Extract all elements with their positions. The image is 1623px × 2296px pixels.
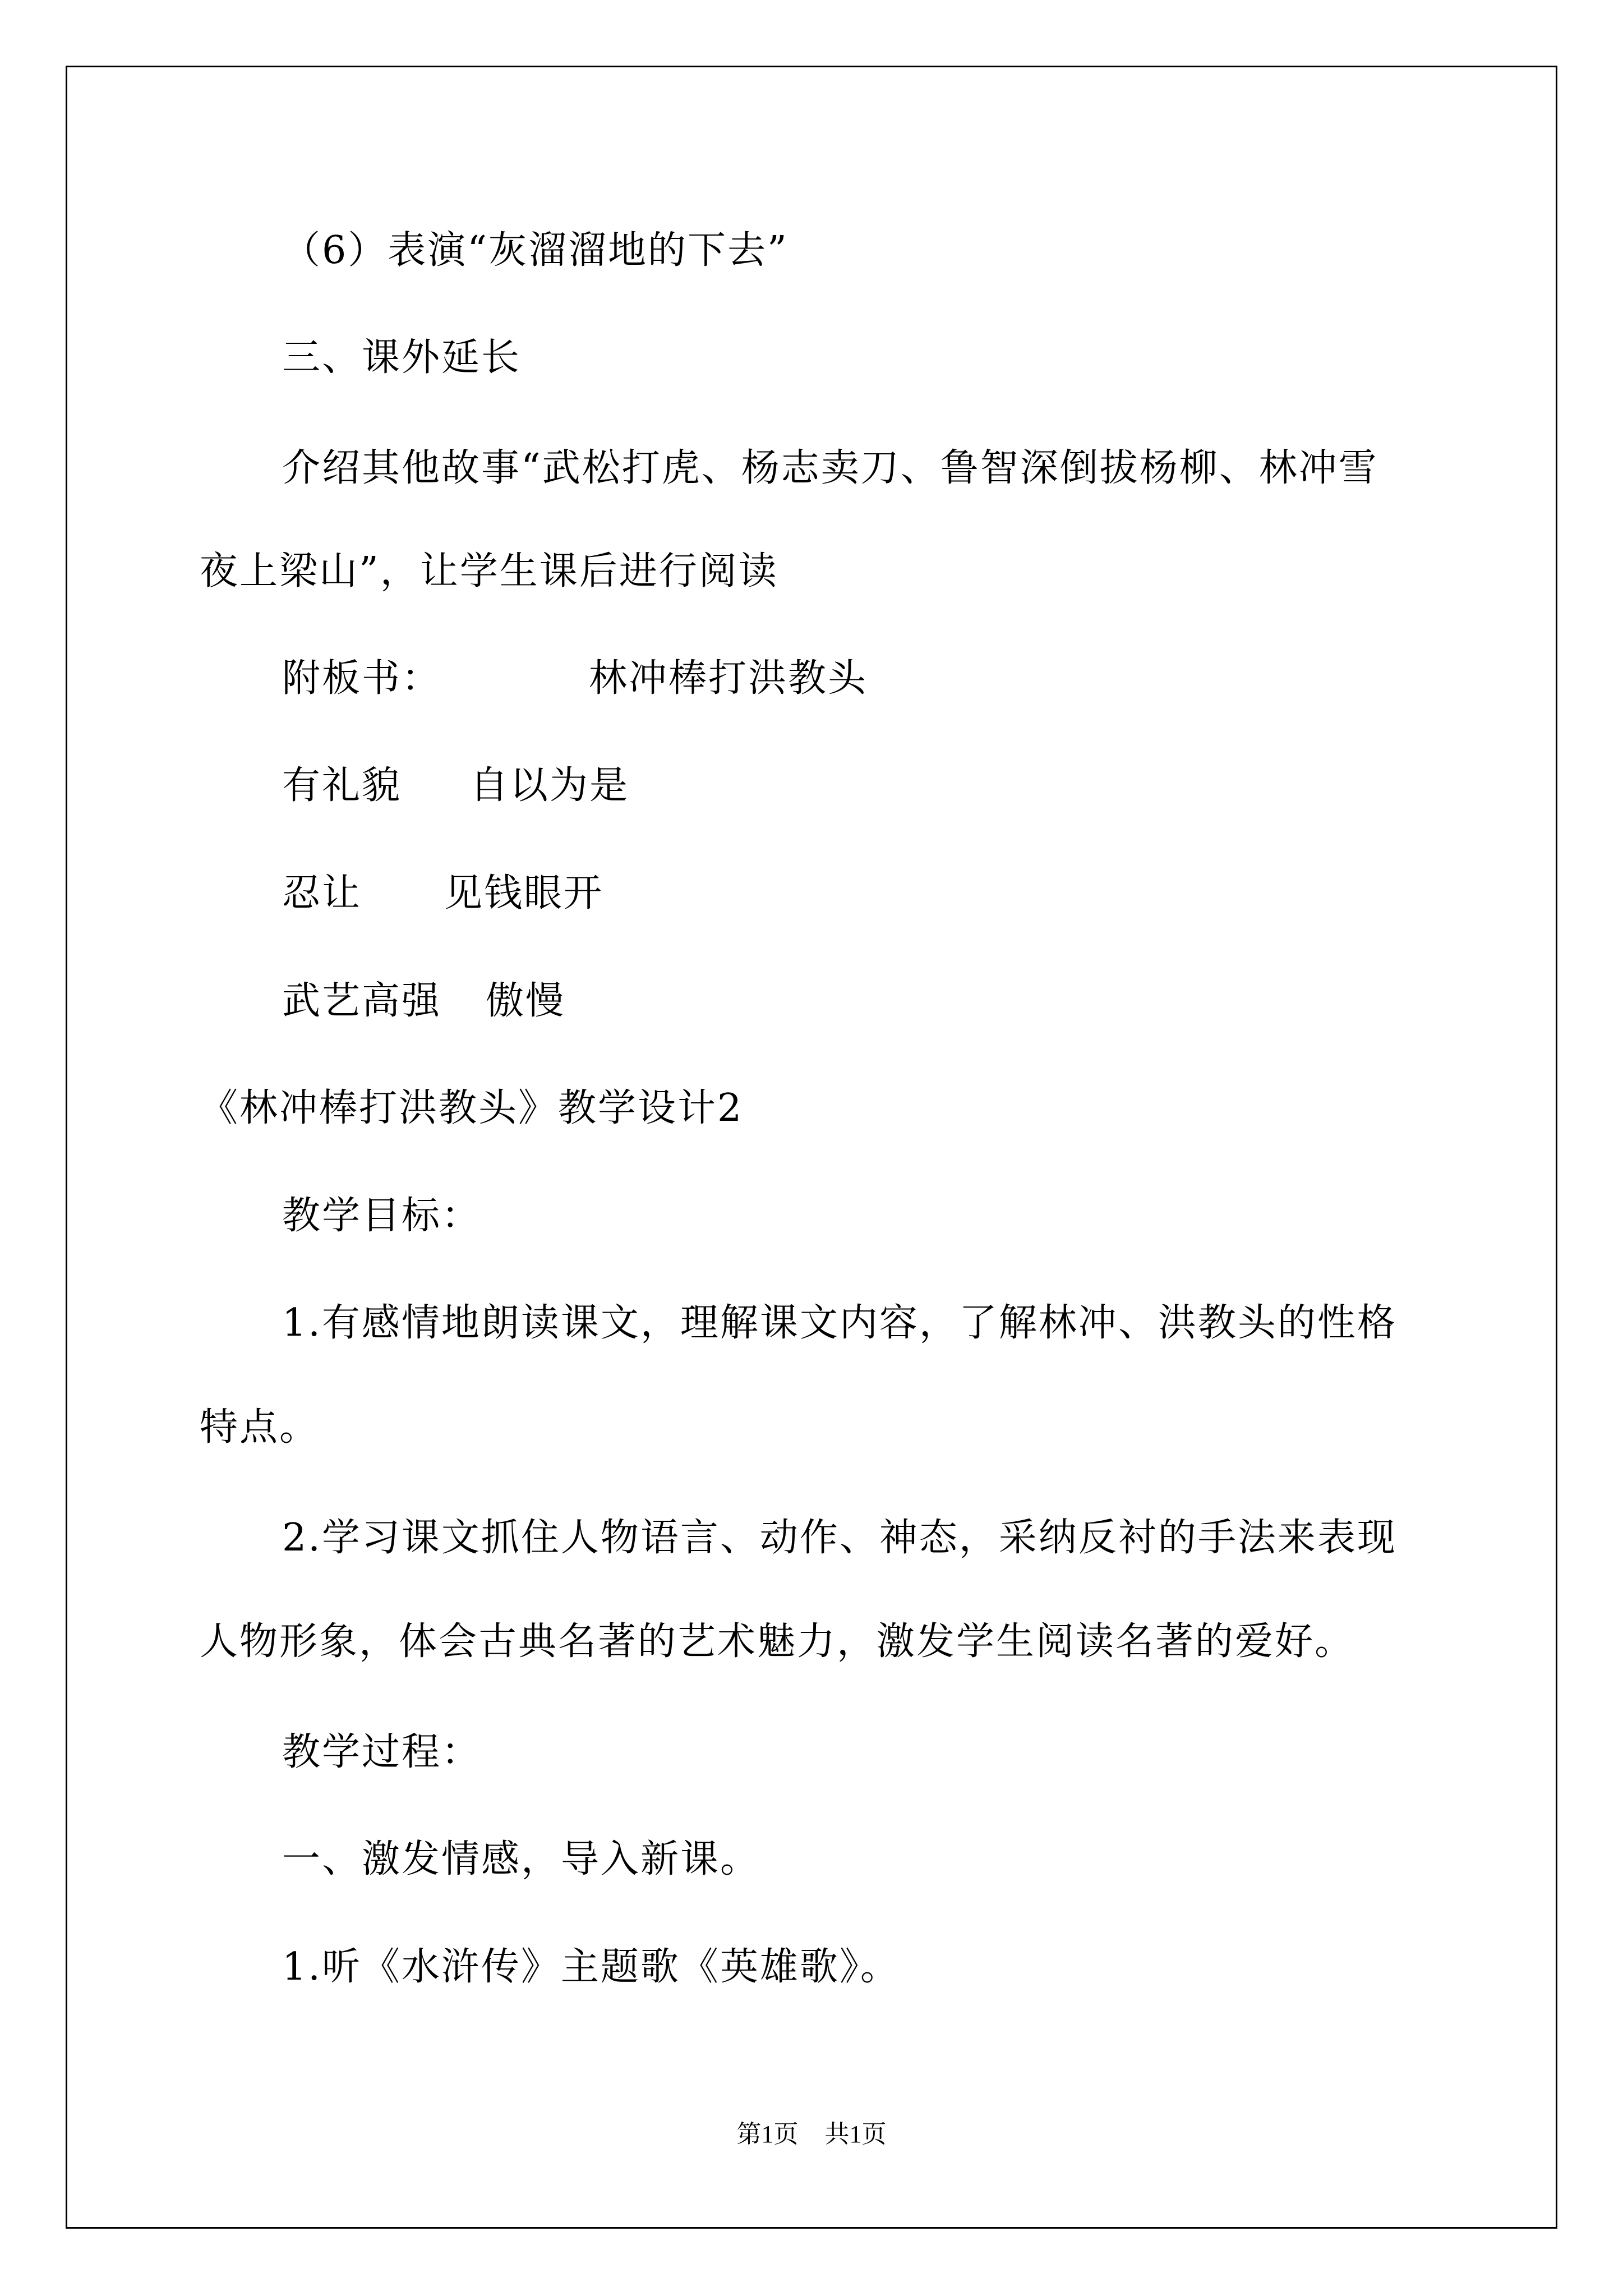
text-line: 2.学习课文抓住人物语言、动作、神态，采纳反衬的手法来表现 (282, 1516, 1397, 1560)
section-heading: 教学目标： (282, 1194, 482, 1238)
blackboard-right-item: 傲慢 (486, 979, 566, 1023)
page-footer (0, 2120, 1623, 2148)
page-number: 第1页 (736, 2120, 799, 2148)
blackboard-left-item: 忍让 (282, 871, 362, 915)
blackboard-right-item: 自以为是 (470, 763, 630, 808)
blackboard-right-item: 见钱眼开 (444, 871, 604, 915)
text-line: 1.有感情地朗读课文，理解课文内容，了解林冲、洪教头的性格 (282, 1301, 1397, 1345)
text-line: 1.听《水浒传》主题歌《英雄歌》。 (282, 1945, 900, 1989)
text-line: 介绍其他故事“武松打虎、杨志卖刀、鲁智深倒拔杨柳、林冲雪 (282, 446, 1378, 490)
document-title: 《林冲棒打洪教头》教学设计2 (200, 1086, 744, 1130)
blackboard-left-item: 武艺高强 (282, 979, 442, 1023)
text-line: （6）表演“灰溜溜地的下去” (282, 228, 789, 273)
section-heading: 一、激发情感，导入新课。 (282, 1837, 760, 1881)
blackboard-left-item: 有礼貌 (282, 763, 402, 808)
text-line: 夜上梁山”，让学生课后进行阅读 (200, 549, 778, 593)
blackboard-title: 林冲棒打洪教头 (589, 656, 868, 701)
text-line: 人物形象，体会古典名著的艺术魅力，激发学生阅读名著的爱好。 (200, 1619, 1355, 1664)
text-line: 特点。 (200, 1405, 320, 1450)
blackboard-label: 附板书： (282, 656, 442, 701)
section-heading: 教学过程： (282, 1730, 482, 1774)
page-total: 共1页 (824, 2120, 887, 2148)
page-border (66, 66, 1557, 2229)
section-heading: 三、课外延长 (282, 335, 522, 380)
